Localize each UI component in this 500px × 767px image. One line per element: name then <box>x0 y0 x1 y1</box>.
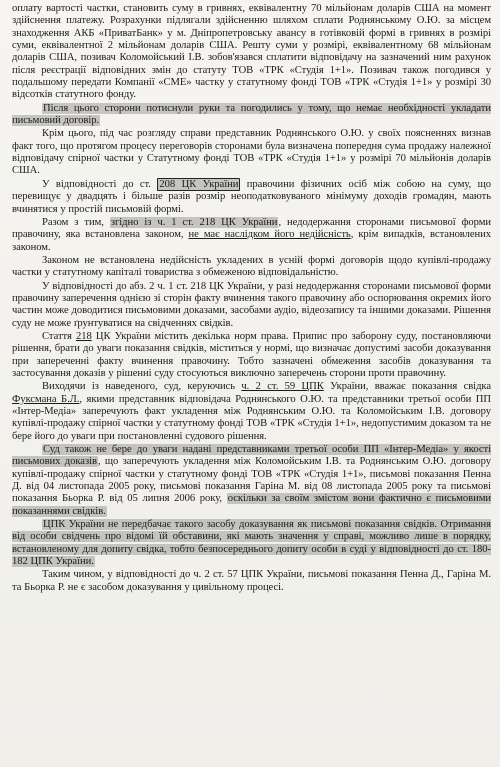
marked-text-hl: Суд також не бере до уваги надані представниками третьої особи ПП «Інтер-Медіа» у якості письмових доказів <box>12 444 491 468</box>
paragraph-p7 <box>12 281 491 330</box>
paragraph-text: У відповідності до ст. <box>42 178 158 190</box>
paragraph-p10 <box>12 444 491 518</box>
marked-text-ul: не має наслідком його недійсність <box>188 229 351 241</box>
paragraph-text: , крім випадків, встановлених законом. <box>12 229 491 253</box>
paragraph-p9 <box>12 381 491 443</box>
paragraph-text: , що заперечують укладення між Коломойським І.В. та Роднянським О.Ю. договору купівлі-продажу спірної частки у статутному фонді ТОВ «ТРК «Студія 1+1», письмові показання Пенна Д. від 04 листопада 2005 року, письмові показання Гаріна М. від 08 листопада 2005 року та письмові показання Бьорка Р. від 05 липня 2006 року, <box>12 456 491 505</box>
paragraph-p8 <box>12 331 491 380</box>
paragraph-text: Законом не встановлена недійсність укладених в усній формі договорів щодо купівлі-продажу частки у статутному капіталі товариства з обмеженою відповідальністю. <box>12 254 491 279</box>
paragraph-text: Стаття <box>42 330 76 342</box>
paragraph-text: Таким чином, у відповідності до ч. 2 ст. 57 ЦПК України, письмові показання Пенна Д., Гаріна М. та Бьорка Р. не є засобом доказування у цивільному процесі. <box>12 569 491 593</box>
paragraph-p4 <box>12 179 491 216</box>
paragraph-text: , якими представник відповідача Роднянського О.Ю. та представники третьої особи ПП «Інтер-Медіа» заперечують факт укладення між Роднянським О.Ю. та Коломойським І.В. договору купівлі-продажу спірної частки у статутному фонді ТОВ «ТРК «Студія 1+1», недопустимим доказом та не бере його до уваги при постановленні судового рішення. <box>12 393 491 442</box>
paragraph-p6 <box>12 255 491 280</box>
paragraph-text: , недодержання сторонами письмової форми правочину, яка встановлена законом, <box>12 216 492 241</box>
paragraph-text: оплату вартості частки, становить суму в гривнях, еквівалентну 70 мільйонам доларів США на момент здійснення платежу. Розрахунки підлягали здійсненню шляхом сплати Роднянському О.Ю. за місцем знаходження АКБ «ПриватБанк» у м. Дніпропетровську авансу в готівковій формі в гривнях в розмірі суми, еквівалентної 2 мільйонам доларів США. Решту суми у розмірі, еквівалентному 68 мільйонам доларів США, позивач Коломойський І.В. зобов'язався сплатити відповідачу на зазначений ним рахунок після реєстрації відповідних змін до статуту ТОВ «ТРК «Студія 1+1». Позивач також погодився у подальшому передати Компанії «СМЕ» частку у статутному фонді ТОВ «ТРК «Студія 1+1» у розмірі 30 відсотків статутного фонду. <box>12 3 491 101</box>
paragraph-p12 <box>12 569 491 594</box>
marked-text-ul: Фуксмана Б.Л. <box>12 393 80 405</box>
paragraph-p3 <box>12 128 491 177</box>
paragraph-p11 <box>12 519 491 568</box>
paragraph-text: Крім цього, під час розгляду справи представник Роднянського О.Ю. у своїх поясненнях визнав факт того, що протягом процесу переговорів сторонами була визначена попередня сума продажу належної відповідачу спірної частки у Статутному фонді ТОВ «ТРК «Студія 1+1» у розмірі 70 мільйонів доларів США. <box>12 128 491 177</box>
paragraph-p5 <box>12 217 491 254</box>
marked-text-hl: оскільки за своїм змістом вони фактично є письмовими показаннями свідків. <box>12 493 491 517</box>
marked-text-hl: ЦПК України не передбачає такого засобу доказування як письмові показання свідків. Отримання від особи свідчень про відомі їй обставини, які мають значення у справі, можливо лише в порядку, встановленому для допиту свідка, тобто безпосереднього допиту особи в суді у відповідності до ст. 180-182 ЦПК України. <box>12 519 491 568</box>
paragraph-text: Виходячи із наведеного, суд, керуючись <box>42 381 242 393</box>
paragraph-text: правочини фізичних осіб між собою на суму, що перевищує у двадцять і більше разів розмір неоподатковуваного мінімуму доходів громадян, мають вчинятися у простій письмовій формі. <box>12 178 491 215</box>
marked-text-ul: 218 <box>75 330 92 342</box>
paragraph-text: України, вважає показання свідка <box>323 381 491 393</box>
paragraph-text: ЦК України містить декілька норм права. Припис про заборону суду, постановляючи рішення, брати до уваги показання свідків, міститься у нормі, що визначає допустимі засоби доказування при запереченні факту вчинення правочину. Тобто зазначені обмеження засобів доказування та застосування доказів у рішенні суду стосуються виключно заперечень сторони проти правочину. <box>12 330 491 379</box>
marked-text-hl: Після цього сторони потиснули руки та погодились у тому, що немає необхідності укладати письмовий договір. <box>12 102 491 127</box>
marked-text-hlbox: 208 ЦК України <box>159 178 239 190</box>
marked-text-hl: згідно із ч. 1 ст. 218 ЦК України <box>110 216 278 228</box>
paragraph-text: У відповідності до абз. 2 ч. 1 ст. 218 ЦК України, у разі недодержання сторонами письмової форми правочину заперечення однією зі сторін факту вчинення такого правочину або оспорювання окремих його частин може доводитися письмовими доказами, засобами аудіо, відеозапису та іншими доказами. Рішення суду не може ґрунтуватися на свідченнях свідків. <box>12 280 491 329</box>
paragraph-p2 <box>12 103 491 128</box>
marked-text-ul: ч. 2 ст. 59 ЦПК <box>241 381 324 393</box>
paragraph-p1 <box>12 3 491 102</box>
paragraph-text: Разом з тим, <box>42 216 110 228</box>
